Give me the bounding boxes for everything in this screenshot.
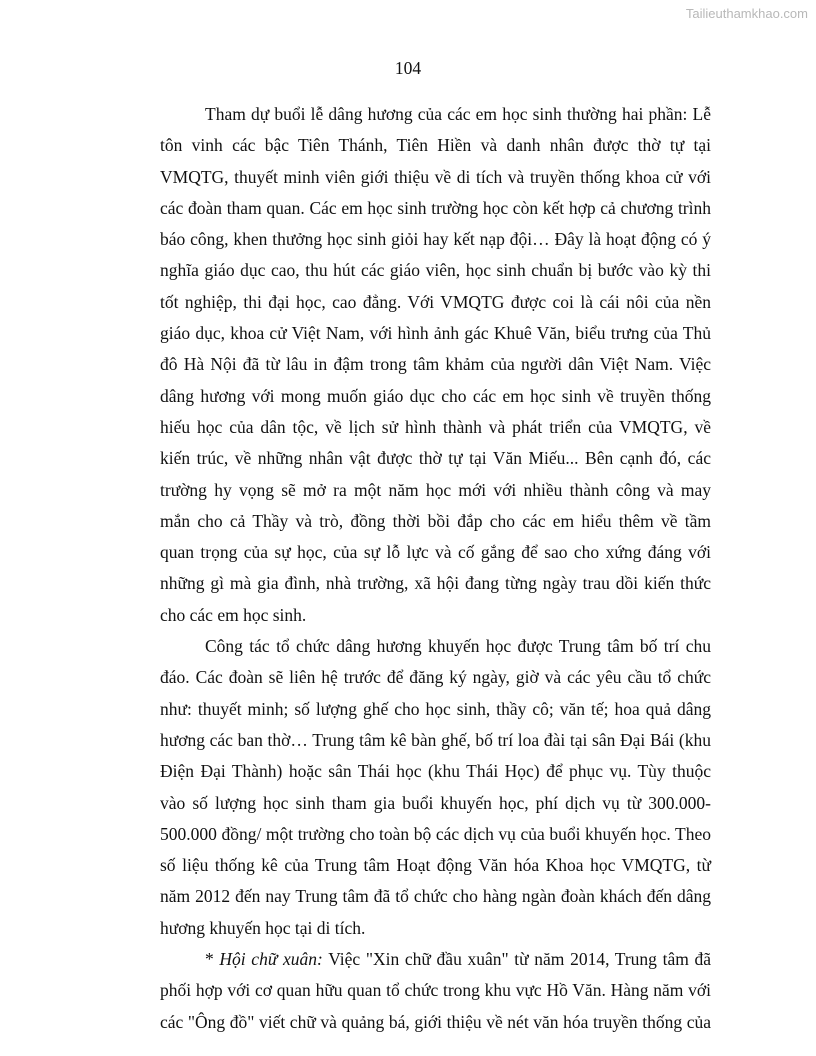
paragraph-line: nghĩa giáo dục cao, thu hút các giáo viên, học sinh chuẩn bị bước vào kỳ thi [160, 260, 711, 281]
paragraph-line: hương các ban thờ… Trung tâm kê bàn ghế, bố trí loa đài tại sân Đại Bái (khu [160, 729, 711, 750]
paragraph-line: những gì mà gia đình, nhà trường, xã hội đang từng ngày trau dồi kiến thức [160, 573, 711, 594]
document-body [160, 99, 711, 1038]
paragraph-line: Công tác tổ chức dâng hương khuyến học được Trung tâm bố trí chu [205, 636, 711, 657]
paragraph-line: kiến trúc, về những nhân vật được thờ tự tại Văn Miếu... Bên cạnh đó, các [160, 448, 711, 469]
line-text: Việc "Xin chữ đầu xuân" từ năm 2014, Trung tâm đã [322, 949, 711, 970]
paragraph-line: vào số lượng học sinh tham gia buổi khuyến học, phí dịch vụ từ 300.000- [160, 792, 711, 813]
paragraph-line: tôn vinh các bậc Tiên Thánh, Tiên Hiền và danh nhân được thờ tự tại [160, 135, 711, 156]
paragraph-line: các đoàn tham quan. Các em học sinh trường học còn kết hợp cả chương trình [160, 197, 711, 218]
page-number: 104 [394, 58, 422, 78]
paragraph-line: VMQTG, thuyết minh viên giới thiệu về di tích và truyền thống khoa cử với [160, 166, 711, 187]
paragraph-line: Điện Đại Thành) hoặc sân Thái học (khu Thái Học) để phục vụ. Tùy thuộc [160, 761, 711, 782]
paragraph-line: như: thuyết minh; số lượng ghế cho học sinh, thầy cô; văn tế; hoa quả dâng [160, 698, 711, 719]
paragraph-line: phối hợp với cơ quan hữu quan tổ chức trong khu vực Hồ Văn. Hàng năm với [160, 980, 711, 1001]
paragraph-2 [160, 631, 711, 944]
paragraph-line: Tham dự buổi lễ dâng hương của các em học sinh thường hai phần: Lễ [205, 104, 711, 124]
paragraph-line: số liệu thống kê của Trung tâm Hoạt động Văn hóa Khoa học VMQTG, từ [160, 855, 711, 876]
paragraph-line: trường hy vọng sẽ mở ra một năm học mới với nhiều thành công và may [160, 479, 711, 500]
paragraph-line: giáo dục, khoa cử Việt Nam, với hình ảnh gác Khuê Văn, biểu trưng của Thủ [160, 323, 711, 344]
paragraph-line: đô Hà Nội đã từ lâu in đậm trong tâm khảm của người dân Việt Nam. Việc [160, 354, 711, 375]
paragraph-line: quan trọng của sự học, của sự lỗ lực và cố gắng để sao cho xứng đáng với [160, 542, 711, 563]
paragraph-3 [160, 944, 711, 1038]
paragraph-1 [160, 99, 711, 631]
paragraph-line: cho các em học sinh. [160, 604, 307, 625]
section-label: Hội chữ xuân: [219, 949, 323, 970]
bullet: * [205, 949, 220, 970]
paragraph-line: đáo. Các đoàn sẽ liên hệ trước để đăng ký ngày, giờ và các yêu cầu tổ chức [160, 667, 711, 688]
paragraph-line: 500.000 đồng/ một trường cho toàn bộ các dịch vụ của buổi khuyến học. Theo [160, 823, 711, 844]
paragraph-line: các "Ông đồ" viết chữ và quảng bá, giới thiệu về nét văn hóa truyền thống của [160, 1011, 711, 1032]
paragraph-line: hương khuyến học tại di tích. [160, 917, 366, 938]
paragraph-line: dâng hương với mong muốn giáo dục cho các em học sinh về truyền thống [160, 385, 711, 406]
paragraph-line [160, 944, 711, 975]
paragraph-line: tốt nghiệp, thi đại học, cao đẳng. Với VMQTG được coi là cái nôi của nền [160, 291, 711, 312]
paragraph-line: báo công, khen thưởng học sinh giỏi hay kết nạp đội… Đây là hoạt động có ý [160, 229, 711, 250]
paragraph-line: năm 2012 đến nay Trung tâm đã tổ chức cho hàng ngàn đoàn khách đến dâng [160, 886, 711, 907]
watermark: Tailieuthamkhao.com [685, 6, 808, 21]
paragraph-line: mắn cho cả Thầy và trò, đồng thời bồi đắp cho các em hiểu thêm về tầm [160, 510, 711, 531]
paragraph-line: hiếu học của dân tộc, về lịch sử hình thành và phát triển của VMQTG, về [160, 416, 711, 437]
